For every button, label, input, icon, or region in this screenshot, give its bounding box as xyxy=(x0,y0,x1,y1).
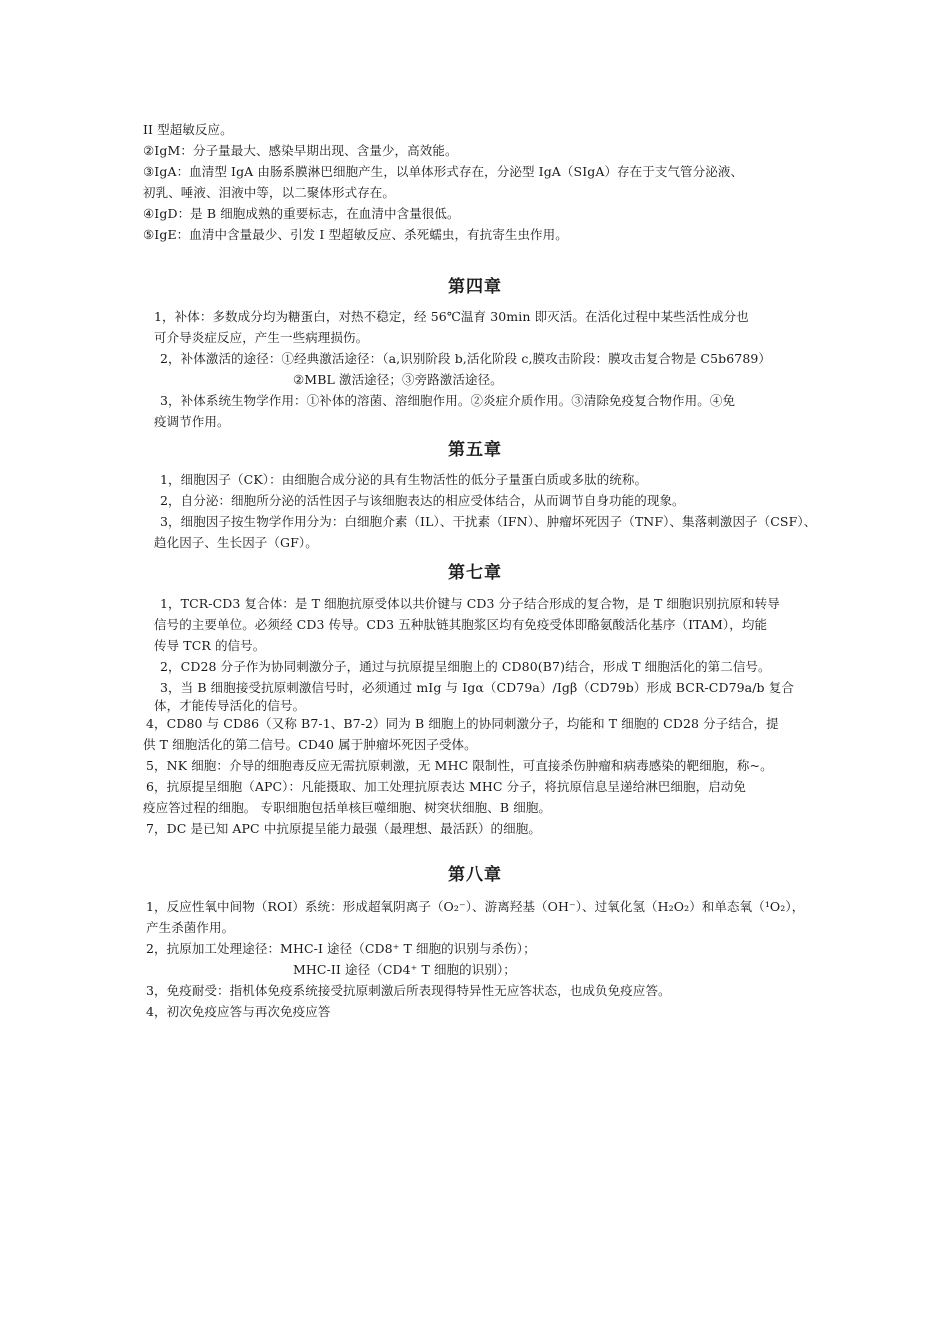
ch7-line-2: 信号的主要单位。必须经 CD3 传导。CD3 五种肽链其胞浆区均有免疫受体即酪氨酸活化基序（ITAM），均能 xyxy=(154,617,768,632)
ch5-line-3: 3，细胞因子按生物学作用分为：白细胞介素（IL）、干扰素（IFN）、肿瘤坏死因子（TNF）、集落刺激因子（CSF）、 xyxy=(160,514,817,529)
ch8-line-3: 2，抗原加工处理途径：MHC-I 途径（CD8⁺ T 细胞的识别与杀伤）； xyxy=(146,941,536,956)
ch4-line-4: ②MBL 激活途径；③旁路激活途径。 xyxy=(293,372,503,387)
intro-line-3: ③IgA：血清型 IgA 由肠系膜淋巴细胞产生，以单体形式存在，分泌型 IgA（SIgA）存在于支气管分泌液、 xyxy=(143,164,744,179)
ch4-line-2: 可介导炎症反应，产生一些病理损伤。 xyxy=(154,330,369,345)
intro-line-2: ②IgM：分子量最大、感染早期出现、含量少，高效能。 xyxy=(143,143,458,158)
ch5-line-1: 1，细胞因子（CK）：由细胞合成分泌的具有生物活性的低分子量蛋白质或多肽的统称。 xyxy=(160,472,648,487)
ch7-line-3: 传导 TCR 的信号。 xyxy=(154,638,266,653)
ch5-line-4: 趋化因子、生长因子（GF）。 xyxy=(154,535,318,550)
ch8-line-5: 3，免疫耐受：指机体免疫系统接受抗原刺激后所表现得特异性无应答状态，也成负免疫应答。 xyxy=(146,983,671,998)
ch4-line-6: 疫调节作用。 xyxy=(154,414,230,429)
chapter-7-heading: 第七章 xyxy=(448,563,502,583)
intro-line-6: ⑤IgE：血清中含量最少、引发 I 型超敏反应、杀死蠕虫，有抗寄生虫作用。 xyxy=(143,227,568,242)
ch4-line-3: 2，补体激活的途径：①经典激活途径：（a,识别阶段 b,活化阶段 c,膜攻击阶段：膜攻击复合物是 C5b6789） xyxy=(160,351,772,366)
ch4-line-5: 3，补体系统生物学作用：①补体的溶菌、溶细胞作用。②炎症介质作用。③清除免疫复合物作用。④免 xyxy=(160,393,736,408)
chapter-4-heading: 第四章 xyxy=(448,277,502,297)
ch8-line-4: MHC-II 途径（CD4⁺ T 细胞的识别）； xyxy=(293,962,516,977)
ch5-line-2: 2，自分泌：细胞所分泌的活性因子与该细胞表达的相应受体结合，从而调节自身功能的现象。 xyxy=(160,493,685,508)
ch7-line-8: 供 T 细胞活化的第二信号。CD40 属于肿瘤坏死因子受体。 xyxy=(143,737,477,752)
ch7-line-6: 体，才能传导活化的信号。 xyxy=(154,698,306,713)
chapter-5-heading: 第五章 xyxy=(448,440,502,460)
ch7-line-9: 5，NK 细胞：介导的细胞毒反应无需抗原刺激，无 MHC 限制性，可直接杀伤肿瘤和病毒感染的靶细胞，称~。 xyxy=(146,758,773,773)
ch7-line-11: 疫应答过程的细胞。 专职细胞包括单核巨噬细胞、树突状细胞、B 细胞。 xyxy=(143,800,552,815)
ch7-line-12: 7，DC 是已知 APC 中抗原提呈能力最强（最理想、最活跃）的细胞。 xyxy=(146,821,541,836)
ch7-line-1: 1，TCR-CD3 复合体：是 T 细胞抗原受体以共价键与 CD3 分子结合形成的复合物，是 T 细胞识别抗原和转导 xyxy=(160,596,780,611)
ch8-line-6: 4，初次免疫应答与再次免疫应答 xyxy=(146,1004,331,1019)
ch8-line-2: 产生杀菌作用。 xyxy=(146,920,235,935)
ch7-line-4: 2，CD28 分子作为协同刺激分子，通过与抗原提呈细胞上的 CD80(B7)结合，形成 T 细胞活化的第二信号。 xyxy=(160,659,771,674)
ch4-line-1: 1，补体：多数成分均为糖蛋白，对热不稳定，经 56℃温育 30min 即灭活。在活化过程中某些活性成分也 xyxy=(154,309,749,324)
chapter-8-heading: 第八章 xyxy=(448,865,502,885)
ch7-line-7: 4，CD80 与 CD86（又称 B7-1、B7-2）同为 B 细胞上的协同刺激分子，均能和 T 细胞的 CD28 分子结合，提 xyxy=(146,716,779,731)
intro-line-5: ④IgD：是 B 细胞成熟的重要标志，在血清中含量很低。 xyxy=(143,206,460,221)
ch7-line-5: 3，当 B 细胞接受抗原刺激信号时，必须通过 mIg 与 Igα（CD79a）/Igβ（CD79b）形成 BCR-CD79a/b 复合 xyxy=(160,680,794,695)
ch8-line-1: 1，反应性氧中间物（ROI）系统：形成超氧阴离子（O₂⁻）、游离羟基（OH⁻）、过氧化氢（H₂O₂）和单态氧（¹O₂）， xyxy=(146,899,805,914)
intro-line-4: 初乳、唾液、泪液中等，以二聚体形式存在。 xyxy=(143,185,396,200)
intro-line-1: II 型超敏反应。 xyxy=(143,122,233,137)
ch7-line-10: 6，抗原提呈细胞（APC）：凡能摄取、加工处理抗原表达 MHC 分子，将抗原信息呈递给淋巴细胞，启动免 xyxy=(146,779,747,794)
